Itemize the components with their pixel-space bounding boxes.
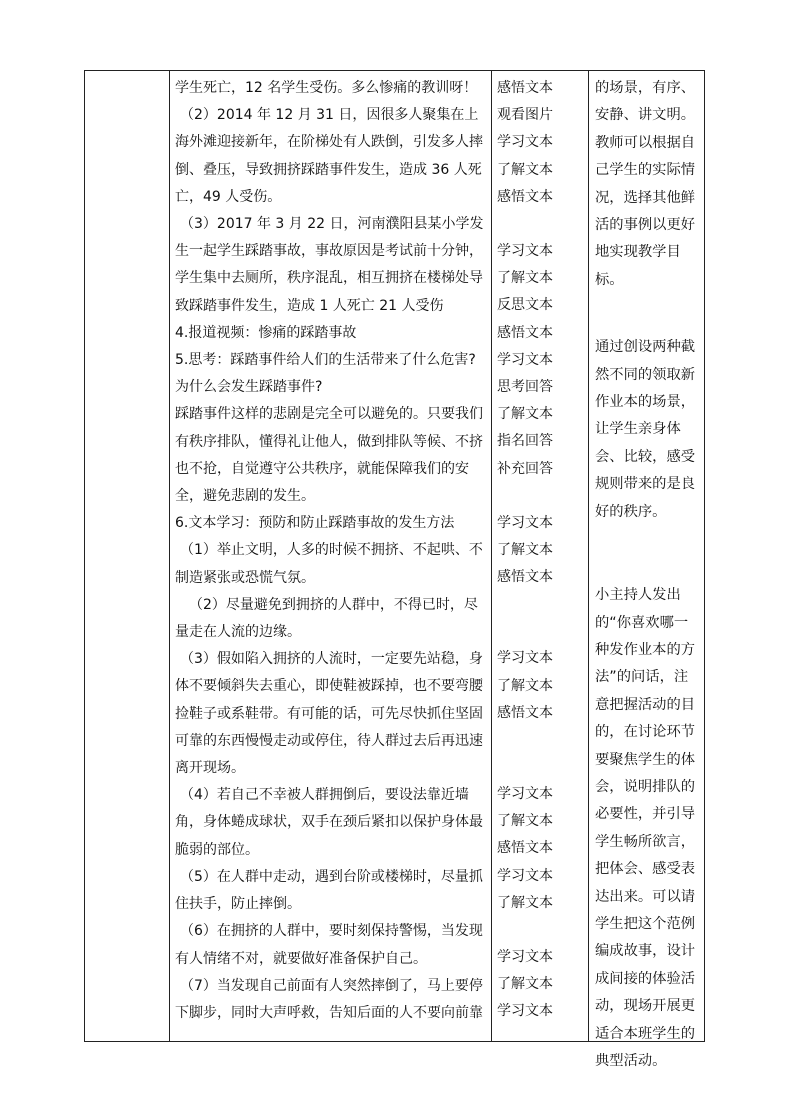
method-item: 学习文本 bbox=[497, 867, 553, 884]
method-item: 了解文本 bbox=[497, 406, 553, 423]
method-group bbox=[497, 944, 588, 1026]
method-item: 感悟文本 bbox=[497, 569, 553, 586]
content-paragraph: （4）若自己不幸被人群拥倒后，要设法靠近墙角，身体蜷成球状，双手在颈后紧扣以保护身体最脆弱的部位。 bbox=[175, 787, 483, 858]
method-item: 反思文本 bbox=[497, 297, 553, 314]
method-item: 感悟文本 bbox=[497, 80, 553, 96]
design-note: 的场景，有序、安静、讲文明。教师可以根据自己学生的实际情况，选择其他鲜活的事例以更好地实现教学目标。 bbox=[595, 80, 696, 288]
content-paragraph: 6.文本学习：预防和防止踩踏事故的发生方法 bbox=[175, 515, 455, 532]
content-paragraph: 踩踏事件这样的悲剧是完全可以避免的。只要我们有秩序排队，懂得礼让他人，做到排队等候、不挤也不抢，自觉遵守公共秩序，就能保障我们的安全，避免悲剧的发生。 bbox=[175, 406, 483, 505]
method-item: 观看图片 bbox=[497, 107, 553, 124]
method-item: 补充回答 bbox=[497, 460, 553, 477]
method-item: 了解文本 bbox=[497, 976, 553, 993]
learning-method-column bbox=[491, 71, 588, 1041]
content-paragraph: （3）2017 年 3 月 22 日，河南濮阳县某小学发生一起学生踩踏事故，事故原因是考试前十分钟，学生集中去厕所，秩序混乱，相互拥挤在楼梯处导致踩踏事件发生，造成 1 人死亡 21 人受伤 bbox=[175, 216, 484, 314]
method-item: 了解文本 bbox=[497, 677, 553, 694]
content-paragraph: 4.报道视频：惨痛的踩踏事故 bbox=[175, 324, 357, 341]
method-item: 了解文本 bbox=[497, 813, 553, 830]
design-note: 小主持人发出的“你喜欢哪一种发作业本的方法”的问话，注意把握活动的目的，在讨论环节要聚焦学生的体会，说明排队的必要性，并引导学生畅所欲言，把体会、感受表达出来。可以请学生把这个范例编成故事，设计成间接的体验活动，现场开展更适合本班学生的典型活动。 bbox=[595, 587, 696, 1069]
design-note: 通过创设两种截然不同的领取新作业本的场景，让学生亲身体会、比较，感受规则带来的是良好的秩序。 bbox=[595, 339, 696, 520]
content-paragraph: （7）当发现自己前面有人突然摔倒了，马上要停下脚步，同时大声呼救，告知后面的人不要向前靠 bbox=[175, 977, 483, 1021]
method-item: 了解文本 bbox=[497, 161, 553, 178]
content-paragraph: （5）在人群中走动，遇到台阶或楼梯时，尽量抓住扶手，防止摔倒。 bbox=[175, 868, 483, 913]
method-item: 学习文本 bbox=[497, 786, 553, 803]
teaching-content-column bbox=[169, 71, 491, 1041]
content-paragraph: （2）2014 年 12 月 31 日，因很多人聚集在上海外滩迎接新年，在阶梯处有人跌倒，引发多人摔倒、叠压，导致拥挤踩踏事件发生，造成 36 人死亡，49 人受伤。 bbox=[175, 107, 483, 205]
content-paragraph: （3）假如陷入拥挤的人流时，一定要先站稳，身体不要倾斜失去重心，即使鞋被踩掉，也不要弯腰捡鞋子或系鞋带。有可能的话，可先尽快抓住坚固可靠的东西慢慢走动或停住，待人群过去后再迅速离开现场。 bbox=[175, 651, 483, 777]
content-paragraph: （6）在拥挤的人群中，要时刻保持警惕，当发现有人情绪不对，就要做好准备保护自己。 bbox=[175, 923, 483, 967]
method-item: 了解文本 bbox=[497, 542, 553, 559]
method-item: 指名回答 bbox=[497, 433, 553, 450]
method-item: 学习文本 bbox=[497, 134, 553, 151]
method-item: 学习文本 bbox=[497, 1003, 553, 1020]
method-item: 学习文本 bbox=[497, 514, 553, 531]
method-item: 了解文本 bbox=[497, 270, 553, 287]
method-group bbox=[497, 238, 588, 483]
method-item: 思考回答 bbox=[497, 379, 553, 396]
method-item: 学习文本 bbox=[497, 949, 553, 966]
method-item: 感悟文本 bbox=[497, 840, 553, 857]
method-item: 学习文本 bbox=[497, 243, 553, 260]
method-group bbox=[497, 510, 588, 592]
content-paragraph: 学生死亡，12 名学生受伤。多么惨痛的教训呀！ bbox=[175, 80, 478, 96]
method-item: 了解文本 bbox=[497, 894, 553, 911]
lesson-plan-table bbox=[84, 70, 705, 1069]
method-item: 感悟文本 bbox=[497, 704, 553, 721]
content-paragraph: （1）举止文明，人多的时候不拥挤、不起哄、不制造紧张或恐慌气氛。 bbox=[175, 542, 483, 586]
method-item: 感悟文本 bbox=[497, 324, 553, 341]
content-paragraph: （2）尽量避免到拥挤的人群中，不得已时，尽量走在人流的边缘。 bbox=[175, 596, 478, 641]
method-group bbox=[497, 645, 588, 727]
content-paragraph: 5.思考：踩踏事件给人们的生活带来了什么危害?为什么会发生踩踏事件? bbox=[175, 352, 476, 396]
method-item: 学习文本 bbox=[497, 650, 553, 667]
method-item: 学习文本 bbox=[497, 351, 553, 368]
method-item: 感悟文本 bbox=[497, 188, 553, 205]
design-intent-column bbox=[588, 71, 706, 1069]
method-group bbox=[497, 781, 588, 917]
method-group bbox=[497, 75, 588, 211]
